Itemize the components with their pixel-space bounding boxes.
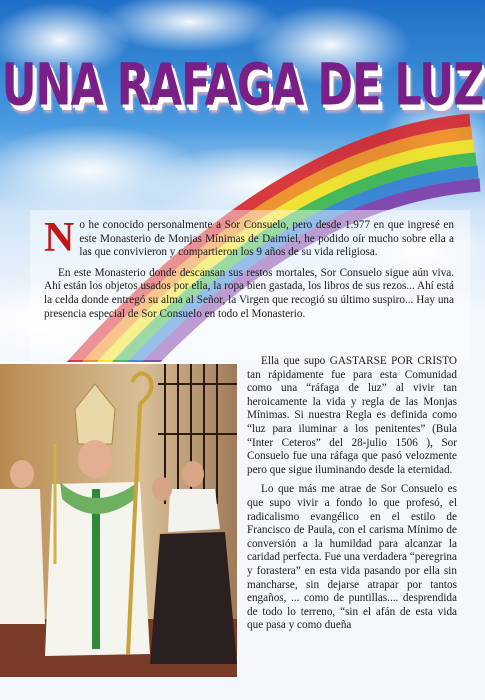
bishop-procession-photo xyxy=(0,362,239,677)
intro-text xyxy=(44,215,454,328)
intro-paragraph-2: En este Monasterio donde descansan sus restos mortales, Sor Consuelo sigue aún viva. Ahí están los objetos usados por ella, la ropa bien gastada, los libros de sus rezos... Ahí está la celda donde entregó su alma al Señor, la Virgen que recogió su último suspiro... Hay una presencia especial de Sor Consuelo en todo el Monasterio. xyxy=(44,266,454,320)
drop-cap: N xyxy=(44,215,75,261)
intro-paragraph-1 xyxy=(44,215,454,261)
column-paragraph-1: Ella que supo GASTARSE POR CRISTO tan rápidamente fue para esta Comunidad como una “ráfaga de luz” al vivir tan heroicamente la vida y regla de las Monjas Mínimas. Si nuestra Regla es definida como “luz para iluminar a los penitentes” (Bula “Inter Ceteros” del 28-julio 1506 ), Sor Consuelo fue una ráfaga que pasó velozmente pero que sigue iluminando desde la eternidad. xyxy=(247,355,457,476)
intro-paragraph-1-text: o he conocido personalmente a Sor Consuelo, pero desde 1.977 en que ingresé en este Monasterio de Monjas Mínimas de Daimiel, he podido oír mucho sobre ella a las que convivieron y compartieron los 9 años de su vida religiosa. xyxy=(79,219,454,259)
page-title: UNA RAFAGA DE LUZ xyxy=(1,52,484,120)
column-paragraph-2: Lo que más me atrae de Sor Consuelo es que supo vivir a fondo lo que profesó, el radicalismo evangélico en el estilo de Francisco de Paula, con el carisma Mínimo de conversión a la humildad para alcanzar la caridad perfecta. Fue una verdadera “peregrina y forastera” en esta vida pasando por ella sin mancharse, sin dejarse atrapar por tantos engaños, ... como de puntillas.... desprendida de todo lo terreno, “sin el afán de esta vida que pasa y como dueña xyxy=(247,483,457,632)
main-column-text xyxy=(247,355,457,639)
